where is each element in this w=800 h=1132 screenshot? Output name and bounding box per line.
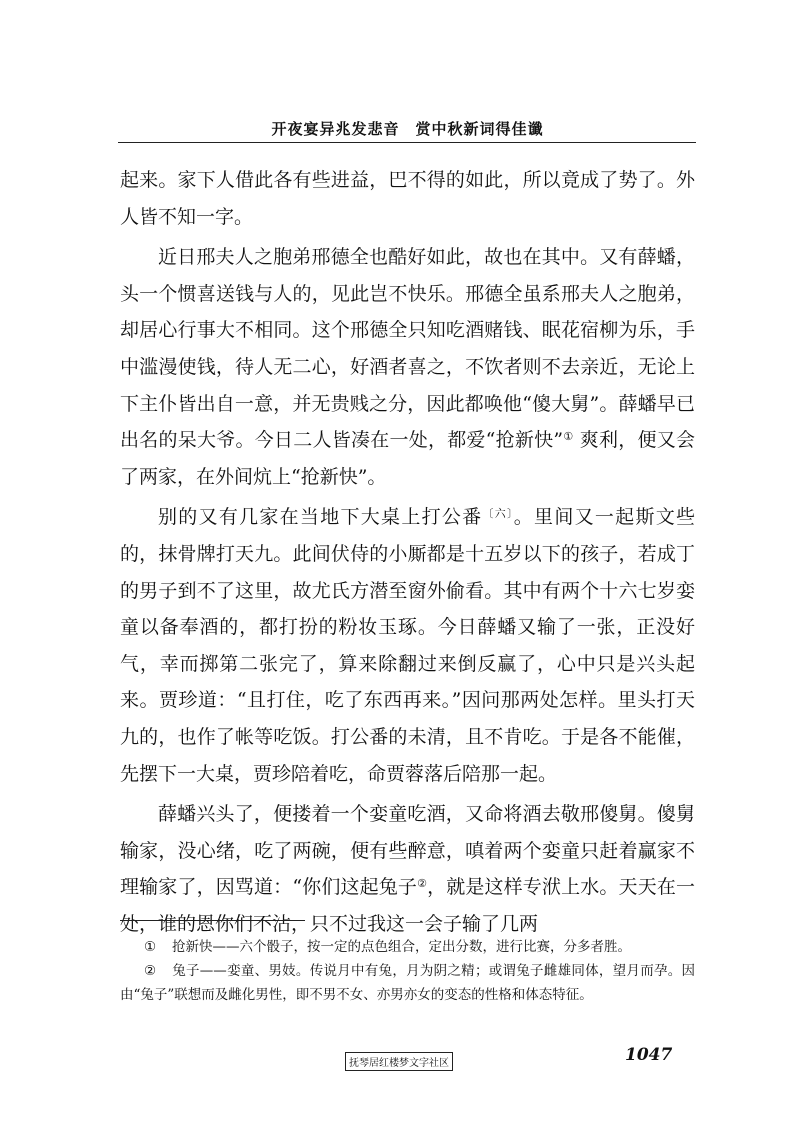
paragraph-text: 起来。家下人借此各有些进益，巴不得的如此，所以竟成了势了。外人皆不知一字。 xyxy=(120,169,695,228)
paragraph-text-cont: 。里间又一起斯文些的，抹骨牌打天九。此间伏侍的小厮都是十五岁以下的孩子，若成丁的男子到不了这里，故尤氏方潜至窗外偷看。其中有两个十六七岁娈童以备奉酒的，都打扮的粉妆玉琢。今日薛蟠又输了一张，正没好气，幸而掷第二张完了，算来除翻过来倒反赢了，心中只是兴头起来。贾珍道：“且打住，吃了东西再来。”因问那两处怎样。里头打天九的，也作了帐等吃饭。打公番的未清，且不肯吃。于是各不能催，先摆下一大桌，贾珍陪着吃，命贾蓉落后陪那一起。 xyxy=(120,506,695,785)
footnotes xyxy=(120,935,695,1007)
paragraph-2 xyxy=(120,239,695,495)
paragraph-1 xyxy=(120,162,695,235)
footnote-text: 抢新快——六个骰子，按一定的点色组合，定出分数，进行比赛，分多者胜。 xyxy=(172,939,631,955)
paragraph-text: 别的又有几家在当地下大桌上打公番 xyxy=(158,506,483,529)
paragraph-text-cont: ，就是这样专洑上水。天天在一处，谁的恩你们不沾，只不过我这一会子输了几两 xyxy=(120,876,695,935)
paragraph-text-cont: 爽利，便又会了两家，在外间炕上“抢新快”。 xyxy=(120,429,695,488)
footnote-ref-2: ② xyxy=(417,877,428,891)
footnote-marker: ② xyxy=(144,963,157,979)
footnote-marker: ① xyxy=(144,939,157,955)
paragraph-3 xyxy=(120,499,695,792)
page-number: 1047 xyxy=(625,1045,673,1065)
annotation-ref-6: 〔六〕 xyxy=(482,507,514,521)
footnote-ref-1: ① xyxy=(563,430,574,444)
source-stamp: 抚琴居红楼梦文字社区 xyxy=(345,1052,453,1071)
paragraph-text: 近日邢夫人之胞弟邢德全也酷好如此，故也在其中。又有薛蟠，头一个惯喜送钱与人的，见此岂不快乐。邢德全虽系邢夫人之胞弟，却居心行事大不相同。这个邢德全只知吃酒赌钱、眠花宿柳为乐，手中滥漫使钱，待人无二心，好酒者喜之，不饮者则不去亲近，无论上下主仆皆出自一意，并无贵贱之分，因此都唤他“傻大舅”。薛蟠早已出名的呆大爷。今日二人皆凑在一处，都爱“抢新快” xyxy=(120,246,695,452)
header-rule xyxy=(118,142,696,143)
footnote-2 xyxy=(120,959,695,1007)
footnote-text: 兔子——娈童、男妓。传说月中有兔，月为阴之精；或谓兔子雌雄同体，望月而孕。因由“兔子”联想而及雌化男性，即不男不女、亦男亦女的变态的性格和体态特征。 xyxy=(120,963,695,1003)
paragraph-text: 薛蟠兴头了，便搂着一个娈童吃酒，又命将酒去敬邢傻舅。傻舅输家，没心绪，吃了两碗，便有些醉意，嗔着两个娈童只赶着赢家不理输家了，因骂道：“你们这起兔子 xyxy=(120,803,695,899)
footnote-rule xyxy=(120,920,305,921)
running-header: 开夜宴异兆发悲音 赏中秋新词得佳谶 xyxy=(271,120,544,138)
main-text xyxy=(120,162,695,942)
footnote-1 xyxy=(120,935,695,959)
